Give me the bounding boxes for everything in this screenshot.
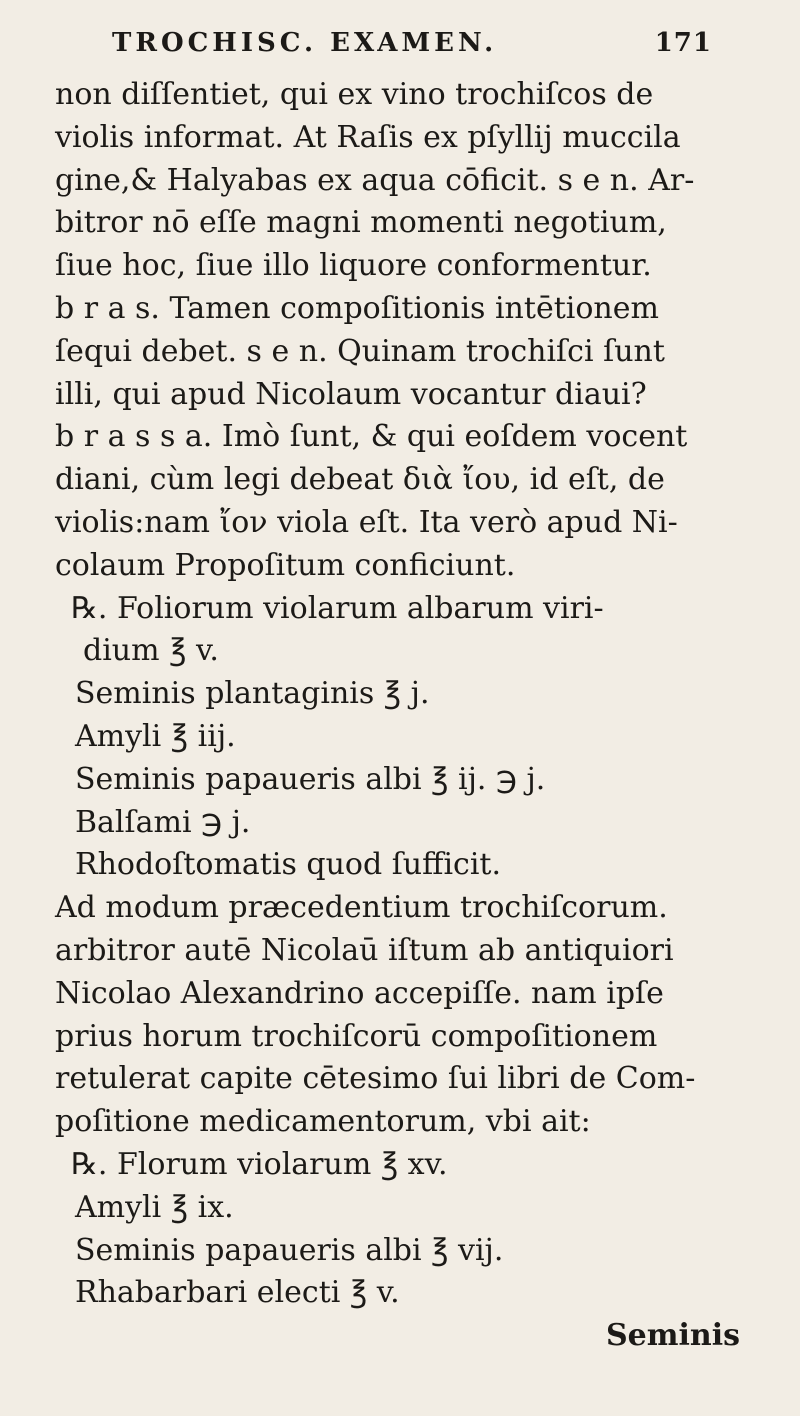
text-line: Ad modum præcedentium trochiſcorum. bbox=[55, 890, 668, 926]
recipe-line: Amyli ℥ iij. bbox=[75, 718, 236, 754]
recipe-line: Balſami ℈ j. bbox=[75, 804, 251, 840]
text-line: b r a s s a. Imò ſunt, & qui eoſdem vocent bbox=[55, 419, 688, 455]
page-number: 171 bbox=[654, 28, 712, 58]
recipe-line: Amyli ℥ ix. bbox=[75, 1189, 234, 1225]
text-line: b r a s. Tamen compoſitionis intētionem bbox=[55, 290, 659, 326]
text-line: colaum Propoſitum conficiunt. bbox=[55, 547, 516, 583]
text-line: bitror nō eſſe magni momenti negotium, bbox=[55, 205, 667, 241]
recipe-line: Rhodoſtomatis quod ſufficit. bbox=[75, 847, 502, 883]
recipe-line: dium ℥ v. bbox=[83, 633, 219, 669]
running-title: TROCHISC. EXAMEN. bbox=[112, 28, 498, 58]
text-line: diani, cùm legi debeat διὰ ἴου, id eſt, de bbox=[55, 462, 665, 498]
text-line: gine,& Halyabas ex aqua cōficit. s e n. Ar- bbox=[55, 162, 695, 198]
text-line: poſitione medicamentorum, vbi ait: bbox=[55, 1104, 591, 1140]
text-line: violis informat. At Raſis ex pſyllij muccila bbox=[55, 119, 681, 155]
running-header bbox=[112, 28, 712, 58]
recipe-line: Seminis papaueris albi ℥ ij. ℈ j. bbox=[75, 761, 546, 797]
text-body bbox=[55, 74, 755, 1358]
recipe-line: Rhabarbari electi ℥ v. bbox=[75, 1275, 400, 1311]
text-line: violis:nam ἴον viola eſt. Ita verò apud Ni- bbox=[55, 504, 678, 540]
text-line: arbitror autē Nicolaū iſtum ab antiquiori bbox=[55, 932, 674, 968]
text-line: retulerat capite cētesimo ſui libri de Com- bbox=[55, 1061, 696, 1097]
catchword: Seminis bbox=[606, 1318, 740, 1354]
text-line: non diſſentiet, qui ex vino trochiſcos de bbox=[55, 77, 654, 112]
text-line: illi, qui apud Nicolaum vocantur diaui? bbox=[55, 376, 647, 412]
text-line: ſiue hoc, ſiue illo liquore conformentur. bbox=[55, 248, 652, 284]
recipe-line: ℞. Foliorum violarum albarum viri- bbox=[71, 590, 604, 626]
recipe-line: Seminis papaueris albi ℥ vij. bbox=[75, 1232, 504, 1268]
text-line: ſequi debet. s e n. Quinam trochiſci ſunt bbox=[55, 333, 665, 369]
recipe-line: Seminis plantaginis ℥ j. bbox=[75, 676, 430, 712]
text-line: Nicolao Alexandrino accepiſſe. nam ipſe bbox=[55, 975, 664, 1011]
recipe-line: ℞. Florum violarum ℥ xv. bbox=[71, 1146, 448, 1182]
text-line: prius horum trochiſcorū compoſitionem bbox=[55, 1018, 658, 1054]
